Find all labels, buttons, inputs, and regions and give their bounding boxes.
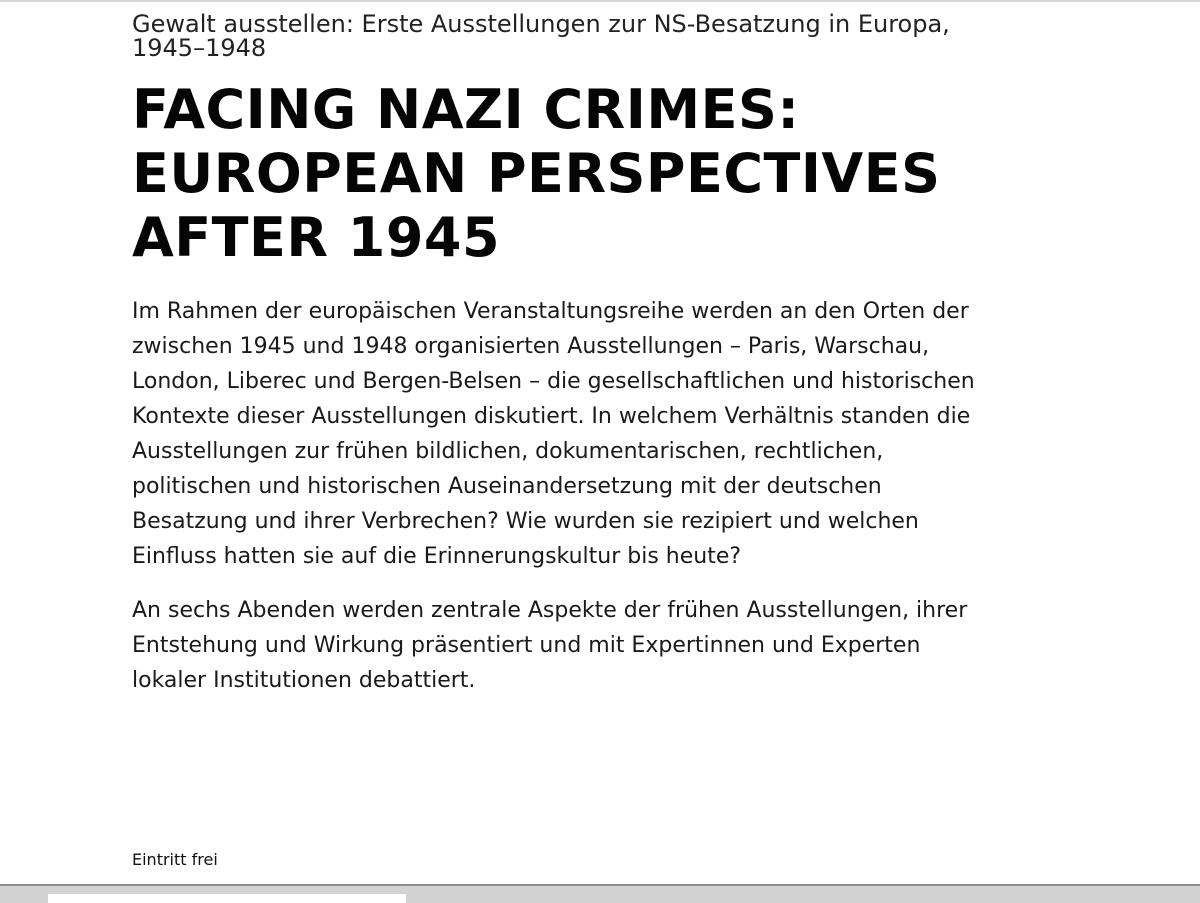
page-subtitle: Gewalt ausstellen: Erste Ausstellungen zur NS-Besatzung in Europa, 1945–1948 [132, 10, 950, 62]
page-title: FACING NAZI CRIMES: EUROPEAN PERSPECTIVES AFTER 1945 [132, 78, 941, 269]
admission-note: Eintritt frei [132, 850, 218, 869]
bottom-tab[interactable] [48, 894, 406, 903]
bottom-toolbar [0, 884, 1200, 903]
intro-paragraph: Im Rahmen der europäischen Veranstaltungsreihe werden an den Orten der zwischen 1945 und 1948 organisierten Ausstellungen – Paris, Warschau, London, Liberec und Bergen-Belsen – die gesellschaftlichen und historischen Kontexte dieser Ausstellungen diskutiert. In welchem Verhältnis standen die Ausstellungen zur frühen bildlichen, dokumentarischen, rechtlichen, politischen und historischen Auseinandersetzung mit der deutschen Besatzung und ihrer Verbrechen? Wie wurden sie rezipiert und welchen Einfluss hatten sie auf die Erinnerungskultur bis heute? [132, 299, 975, 569]
top-divider [0, 0, 1200, 2]
details-paragraph: An sechs Abenden werden zentrale Aspekte der frühen Ausstellungen, ihrer Entstehung und Wirkung präsentiert und mit Expertinnen und Experten lokaler Institutionen debattiert. [132, 598, 968, 693]
article-content [132, 12, 1012, 698]
